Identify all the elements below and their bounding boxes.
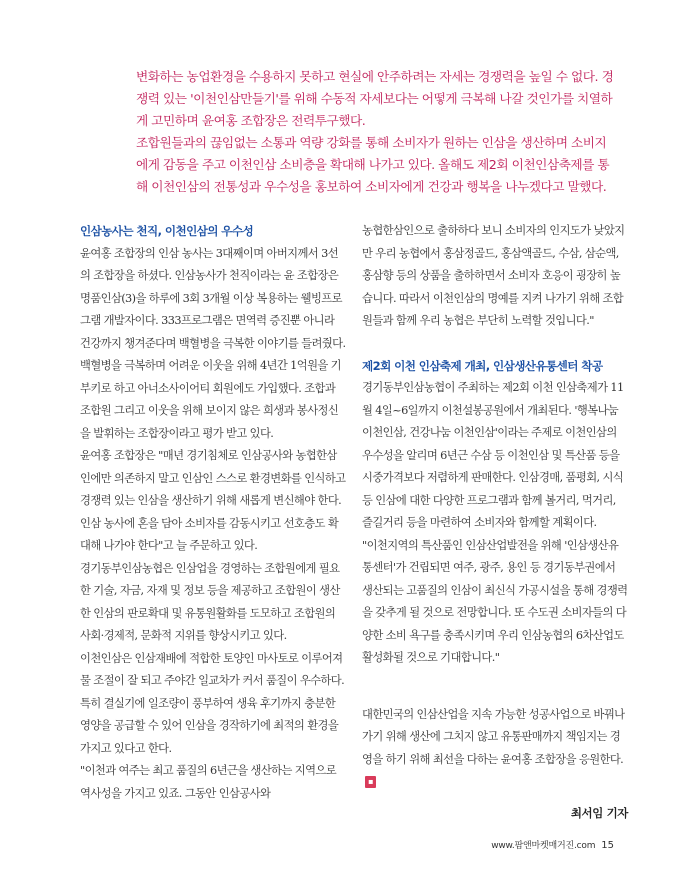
page-number: 15 <box>601 840 614 851</box>
lead-text-1: 변화하는 농업환경을 수용하지 못하고 현실에 안주하려는 자세는 경쟁력을 높일 수 없다. 경쟁력 있는 '이천인삼만들기'를 위해 수동적 자세보다는 어떻게 극복해 나갈 것인가를 치열하게 고민하며 윤여홍 조합장은 전력투구했다. <box>136 69 614 128</box>
article-column-left <box>80 220 346 805</box>
lead-text-2: 조합원들과의 끊임없는 소통과 역량 강화를 통해 소비자가 원하는 인삼을 생산하며 소비지에게 감동을 주고 이천인삼 소비층을 확대해 나가고 있다. 올해도 제2회 이천인삼축제를 통해 이천인삼의 전통성과 우수성을 홍보하여 소비자에게 건강과 행복을 나누겠다고 말했다. <box>136 135 610 194</box>
byline: 최서임 기자 <box>570 805 628 820</box>
page-footer <box>0 838 614 851</box>
body-paragraph: "이천지역의 특산품인 인삼산업발전을 위해 '인삼생산유통센터'가 건립되면 여주, 광주, 용인 등 경기동부권에서 생산되는 고품질의 인삼이 최신식 가공시설을 통해 경쟁력을 갖추게 될 것으로 전망합니다. 또 수도권 소비자들의 다양한 소비 욕구를 충족시키며 우리 인삼농협의 6차산업도 활성화될 것으로 기대합니다." <box>362 538 628 664</box>
closing-text: 대한민국의 인삼산업을 지속 가능한 성공사업으로 바꿔나가기 위해 생산에 그치지 않고 유통판매까지 책임지는 경영을 하기 위해 최선을 다하는 윤여홍 조합장을 응원한다. <box>362 707 625 766</box>
body-paragraph: 윤여홍 조합장은 "매년 경기침체로 인삼공사와 농협한삼인에만 의존하지 말고 인삼인 스스로 환경변화를 인식하고 경쟁력 있는 인삼을 생산하기 위해 새롭게 변신해야 한다. 인삼 농사에 혼을 담아 소비자를 감동시키고 선호층도 확대해 나가야 한다"고 늘 주문하고 있다. <box>80 449 346 552</box>
article-column-right <box>362 220 628 824</box>
body-paragraph: 이천인삼은 인삼재배에 적합한 토양인 마사토로 이루어져 물 조절이 잘 되고 주야간 일교차가 커서 품질이 우수하다. 특히 결실기에 일조량이 풍부하여 생육 후기까지 충분한 영양을 공급할 수 있어 인삼을 경작하기에 최적의 환경을 가지고 있다고 한다. <box>80 651 345 755</box>
body-paragraph: 경기동부인삼농협은 인삼업을 경영하는 조합원에게 필요한 기술, 자금, 자재 및 정보 등을 제공하고 조합원이 생산한 인삼의 판로확대 및 유통원활화를 도모하고 조합원의 사회·경제적, 문화적 지위를 향상시키고 있다. <box>80 561 340 642</box>
section-heading-ginseng-quality: 인삼농사는 천직, 이천인삼의 우수성 <box>80 224 254 238</box>
end-mark-icon: ▪ <box>365 776 376 788</box>
body-paragraph: 윤여홍 조합장의 인삼 농사는 3대째이며 아버지께서 3선의 조합장을 하셨다. 인삼농사가 천직이라는 윤 조합장은 명품인삼(3)을 하루에 3회 3개월 이상 복용하는 웰빙프로그램 개발자이다. 333프로그램은 면역력 증진뿐 아니라 건강까지 챙겨준다며 백혈병을 극복한 이야기를 들려줬다. 백혈병을 극복하며 어려운 이웃을 위해 4년간 1억원을 기부키로 하고 아너소사이어티 회원에도 가입했다. 조합과 조합원 그리고 이웃을 위해 보이지 않은 희생과 봉사정신을 발휘하는 조합장이라고 평가 받고 있다. <box>80 246 346 440</box>
body-paragraph: 농협한삼인으로 출하하다 보니 소비자의 인지도가 낮았지만 우리 농협에서 홍삼정골드, 홍삼액골드, 수삼, 삼순액, 홍삼향 등의 상품을 출하하면서 소비자 호응이 굉장히 높습니다. 따라서 이천인삼의 명예를 지켜 나가기 위해 조합원들과 함께 우리 농협은 부단히 노력할 것입니다." <box>362 224 625 327</box>
section-heading-festival: 제2회 이천 인삼축제 개최, 인삼생산유통센터 착공 <box>362 358 603 373</box>
body-paragraph: "이천과 여주는 최고 품질의 6년근을 생산하는 지역으로 역사성을 가지고 있죠. 그동안 인삼공사와 <box>80 764 337 800</box>
footer-url: www.팜앤마켓매거진.com <box>491 841 596 851</box>
lead-paragraph <box>136 66 616 198</box>
closing-paragraph <box>362 704 628 794</box>
body-paragraph: 경기동부인삼농협이 주최하는 제2회 이천 인삼축제가 11월 4일~6일까지 이천설봉공원에서 개최된다. '행복나눔 이천인삼, 건강나눔 이천인삼'이라는 주제로 이천인삼의 우수성을 알리며 6년근 수삼 등 이천인삼 및 특산품 등을 시중가격보다 저렴하게 판매한다. 인삼경매, 품평회, 시식 등 인삼에 대한 다양한 프로그램과 함께 볼거리, 먹거리, 즐길거리 등을 마련하여 소비자와 함께할 계획이다. <box>362 381 624 529</box>
